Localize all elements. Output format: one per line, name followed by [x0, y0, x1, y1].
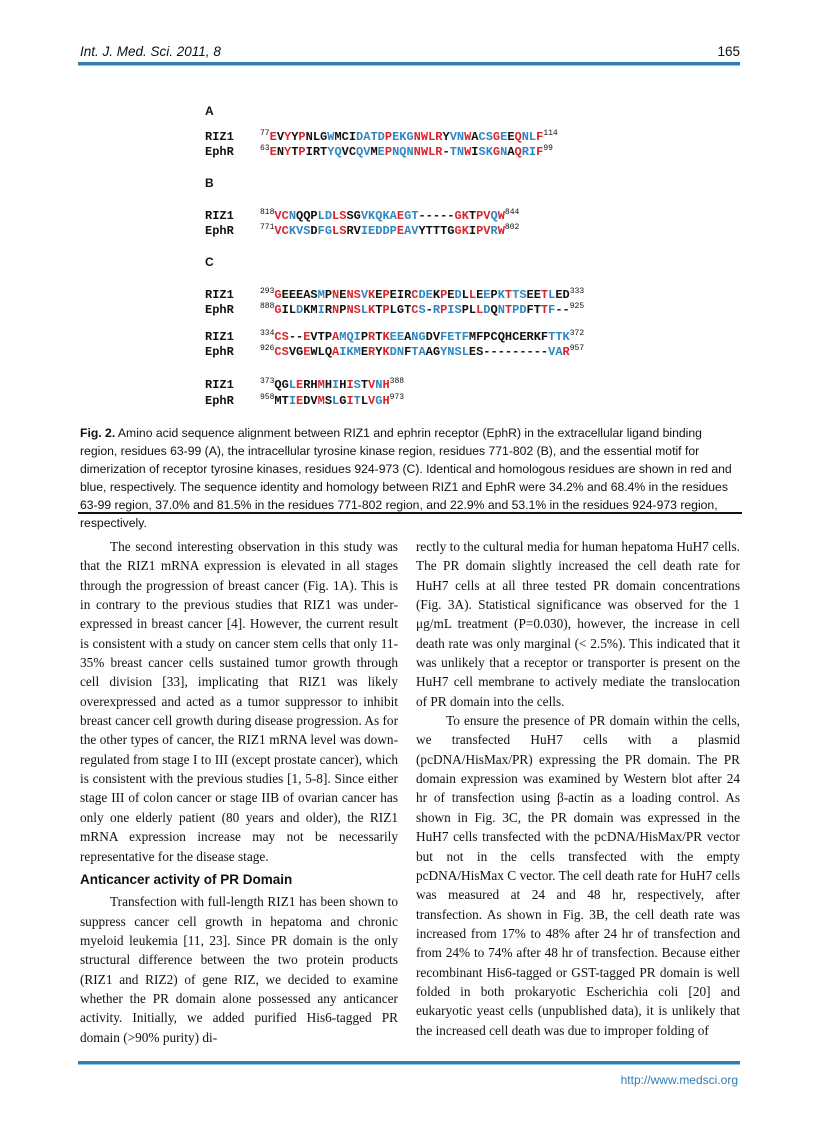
- footer-url[interactable]: http://www.medsci.org: [620, 1073, 738, 1087]
- end-residue: 844: [504, 208, 520, 217]
- section-heading: Anticancer activity of PR Domain: [80, 871, 293, 887]
- start-residue: 293: [260, 287, 275, 296]
- page-number: 165: [717, 44, 740, 59]
- start-residue: 771: [260, 223, 275, 232]
- alignment-row: [205, 326, 585, 344]
- paragraph: Transfection with full-length RIZ1 has been shown to suppress cancer cell growth in hepatoma and chronic myeloid leukemia [11, 23]. Since PR domain is the only structural difference between the two protein products (RIZ1 and RIZ2) of gene RIZ, we decided to examine whether the PR domain alone possessed any anticancer activity. Initially, we added purified His6-tagged PR domain (>90% purity) di-: [80, 894, 398, 1045]
- alignment-row: [205, 220, 520, 238]
- alignment-row: [205, 284, 585, 302]
- paragraph: To ensure the presence of PR domain within the cells, we transfected HuH7 cells with a plasmid (pcDNA/HisMax/PR) expressing the PR domain. The PR domain expression was examined by Western blot after 24 hr of transfection using β-actin as a loading control. As shown in Fig. 3C, the PR domain was expressed in the HuH7 cells transfected with the pcDNA/HisMax/PR vector but not in the cells transfected with the empty pcDNA/HisMax C vector. The cell death rate for HuH7 cells was measured at 24 and 48 hr, respectively, after transfection. As shown in Fig. 3B, the cell death rate was increased from 17% to 48% after 24 hr of transfection and from 24% to 74% after 48 hr of transfection. Because either recombinant His6-tagged or GST-tagged PR domain is well folded in both prokaryotic Escherichia coli [20] and eukaryotic yeast cells (unpublished data), it is unlikely that the increased cell death was due to improper folding of: [416, 713, 740, 1038]
- sequence-name: RIZ1: [205, 209, 234, 223]
- sequence-name: EphR: [205, 394, 234, 408]
- sequence-name: EphR: [205, 345, 234, 359]
- sequence-name: RIZ1: [205, 330, 234, 344]
- alignment-row: [205, 141, 553, 159]
- sequence: VCNQQPLDLSSGVKQKAEGT-----GKTPVQW: [274, 209, 505, 223]
- panel-label: A: [205, 104, 214, 118]
- right-column: [416, 537, 740, 1040]
- sequence-name: EphR: [205, 145, 234, 159]
- start-residue: 958: [260, 393, 275, 402]
- end-residue: 114: [543, 129, 558, 138]
- start-residue: 334: [260, 329, 275, 338]
- header-rule: [78, 62, 740, 66]
- caption-rule: [78, 512, 742, 514]
- journal-citation: Int. J. Med. Sci. 2011, 8: [80, 44, 221, 59]
- alignment-row: [205, 299, 585, 317]
- start-residue: 926: [260, 344, 275, 353]
- sequence-name: RIZ1: [205, 130, 234, 144]
- end-residue: 925: [569, 302, 585, 311]
- alignment-row: [205, 374, 405, 392]
- start-residue: 77: [260, 129, 270, 138]
- paragraph: The second interesting observation in this study was that the RIZ1 mRNA expression is elevated in all stages through the progression of breast cancer (Fig. 1A). This is in contrary to the previous studies that RIZ1 was under-expressed in breast cancer [4]. However, the current result is consistent with a study on cancer stem cells that only 11-35% breast cancer cells sustained tumor growth through cell division [33], implicating that RIZ1 was likely overexpressed and acted as a tumor suppressor to inhibit breast cancer cell growth during disease progression. As for the other types of cancer, the RIZ1 mRNA level was down-regulated from stage I to III (except prostate cancer), which is consistent with the previous studies [1, 5-8]. Since either stage III of colon cancer or stage IIB of ovarian cancer has only one elderly patient (80 years and older), the RIZ1 mRNA expression increase may not be necessarily representative for the disease stage.: [80, 539, 398, 864]
- sequence: GILDKMIRNPNSLKTPLGTCS-RPISPLLDQNTPDFTTF--: [274, 303, 570, 317]
- sequence: MTIEDVMSLGITLVGH: [274, 394, 390, 408]
- footer-rule: [78, 1061, 740, 1065]
- left-column: [80, 537, 398, 1047]
- end-residue: 802: [504, 223, 520, 232]
- sequence-name: EphR: [205, 224, 234, 238]
- sequence: CS--EVTPAMQIPRTKEEANGDVFETFMFPCQHCERKFTTK: [274, 330, 570, 344]
- alignment-row: [205, 341, 585, 359]
- sequence-name: EphR: [205, 303, 234, 317]
- sequence: GEEEASMPNENSVKEPEIRCDEKPEDLLEEPKTTSEETLED: [274, 288, 570, 302]
- figure-caption: [80, 424, 740, 532]
- alignment-row: [205, 205, 520, 223]
- panel-label: C: [205, 255, 214, 269]
- paragraph: rectly to the cultural media for human hepatoma HuH7 cells. The PR domain slightly increased the cell death rate for HuH7 cells at all three tested PR domain concentrations (Fig. 3A). Statistical significance was observed for the 1 μg/mL treatment (P=0.030), however, the increase in cell death rate was only marginal (< 2.5%). This indicated that it was unlikely that a receptor or transporter is present on the HuH7 cell membrane to actively mediate the translocation of PR domain into the cells.: [416, 539, 740, 709]
- sequence: QGLERHMHIHISTVNH: [274, 378, 390, 392]
- caption-text: Amino acid sequence alignment between RIZ1 and ephrin receptor (EphR) in the extracellular ligand binding region, residues 63-99 (A), the intracellular tyrosine kinase region, residues 771-802 (B), and the essential motif for dimerization of receptor tyrosine kinases, residues 924-973 (C). Identical and homologous residues are shown in red and blue, respectively. The sequence identity and homology between RIZ1 and EphR were 34.2% and 68.4% in the residues 63-99 region, 37.0% and 81.5% in the residues 771-802 region, and 22.9% and 53.1% in the residues 924-973 region, respectively.: [80, 426, 732, 530]
- sequence: CSVGEWLQAIKMERYKDNFTAAGYNSLES---------VAR: [274, 345, 570, 359]
- end-residue: 957: [569, 344, 585, 353]
- caption-label: Fig. 2.: [80, 426, 116, 440]
- sequence: EVYYPNLGWMCIDATDPEKGNWLRYVNWACSGEEQNLF: [269, 130, 544, 144]
- start-residue: 373: [260, 377, 275, 386]
- end-residue: 973: [389, 393, 405, 402]
- start-residue: 888: [260, 302, 275, 311]
- start-residue: 818: [260, 208, 275, 217]
- end-residue: 388: [389, 377, 405, 386]
- sequence-name: RIZ1: [205, 288, 234, 302]
- end-residue: 333: [569, 287, 585, 296]
- alignment-row: [205, 390, 405, 408]
- end-residue: 372: [569, 329, 585, 338]
- sequence: ENYTPIRTYQVCQVMEPNQNNWLR-TNWISKGNAQRIF: [269, 145, 544, 159]
- sequence-name: RIZ1: [205, 378, 234, 392]
- start-residue: 63: [260, 144, 270, 153]
- end-residue: 99: [543, 144, 553, 153]
- alignment-row: [205, 126, 558, 144]
- panel-label: B: [205, 176, 214, 190]
- running-header: [80, 44, 740, 62]
- sequence: VCKVSDFGLSRVIEDDPEAVYTTTGGKIPVRW: [274, 224, 505, 238]
